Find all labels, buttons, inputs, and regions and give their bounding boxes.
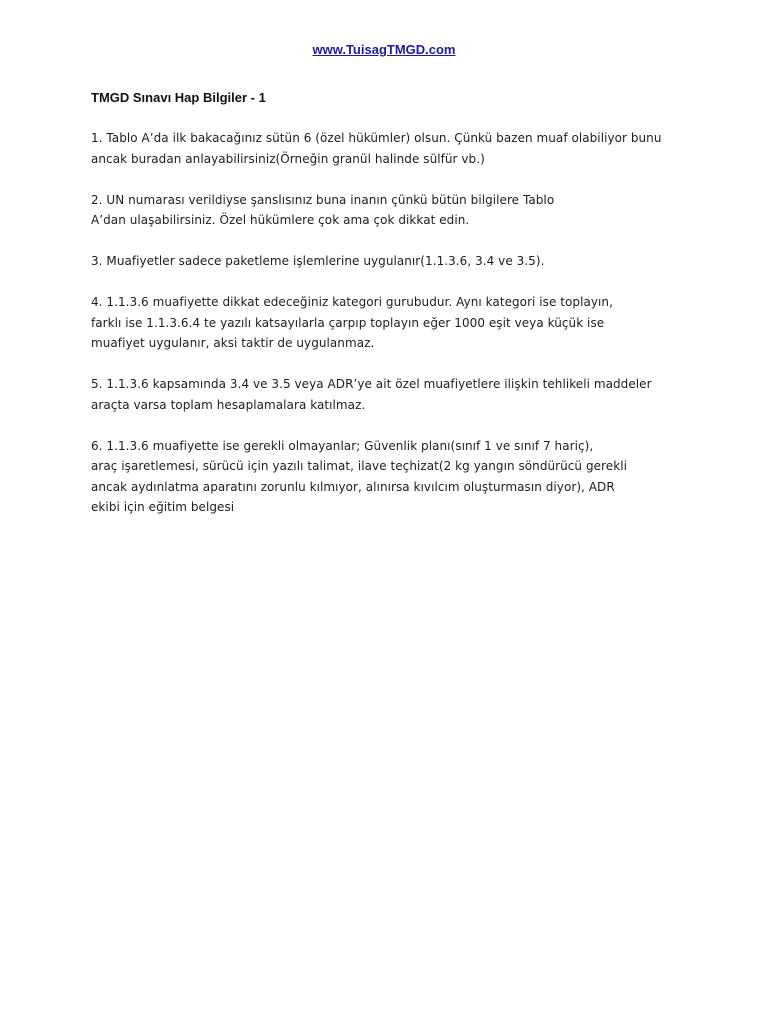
paragraph-5 xyxy=(91,374,691,415)
paragraph-1 xyxy=(91,128,691,169)
document-body xyxy=(91,128,691,538)
paragraph-line: A’dan ulaşabilirsiniz. Özel hükümlere çok ama çok dikkat edin. xyxy=(91,213,470,227)
paragraph-line: araçta varsa toplam hesaplamalara katılmaz. xyxy=(91,397,366,412)
paragraph-line: 5. 1.1.3.6 kapsamında 3.4 ve 3.5 veya ADR’ye ait özel muafiyetlere ilişkin tehlikeli maddeler xyxy=(91,377,652,391)
paragraph-line: muafiyet uygulanır, aksi taktir de uygulanmaz. xyxy=(91,336,375,350)
paragraph-line: 3. Muafiyetler sadece paketleme işlemlerine uygulanır(1.1.3.6, 3.4 ve 3.5). xyxy=(91,254,545,268)
paragraph-line: 6. 1.1.3.6 muafiyette ise gerekli olmayanlar; Güvenlik planı(sınıf 1 ve sınıf 7 hariç), xyxy=(91,438,594,453)
paragraph-6 xyxy=(91,436,691,518)
paragraph-4 xyxy=(91,292,691,354)
paragraph-line: araç işaretlemesi, sürücü için yazılı talimat, ilave teçhizat(2 kg yangın söndürücü gerekli xyxy=(91,459,627,473)
paragraph-line: 2. UN numarası verildiyse şanslısınız buna inanın çünkü bütün bilgilere Tablo xyxy=(91,192,555,207)
paragraph-line: 4. 1.1.3.6 muafiyette dikkat edeceğiniz kategori gurubudur. Aynı kategori ise toplayın, xyxy=(91,295,613,309)
paragraph-2 xyxy=(91,190,691,231)
paragraph-line: ancak aydınlatma aparatını zorunlu kılmıyor, alınırsa kıvılcım oluşturmasın diyor), ADR xyxy=(91,479,615,494)
paragraph-line: farklı ise 1.1.3.6.4 te yazılı katsayılarla çarpıp toplayın eğer 1000 eşit veya küçük ise xyxy=(91,315,605,330)
paragraph-3 xyxy=(91,251,691,272)
site-link[interactable]: www.TuisagTMGD.com xyxy=(312,42,456,57)
paragraph-line: ancak buradan anlayabilirsiniz(Örneğin granül halinde sülfür vb.) xyxy=(91,151,485,166)
paragraph-line: ekibi için eğitim belgesi xyxy=(91,500,235,514)
paragraph-line: 1. Tablo A’da ilk bakacağınız sütün 6 (özel hükümler) olsun. Çünkü bazen muaf olabiliyor bunu xyxy=(91,131,662,145)
document-title: TMGD Sınavı Hap Bilgiler - 1 xyxy=(91,90,266,105)
